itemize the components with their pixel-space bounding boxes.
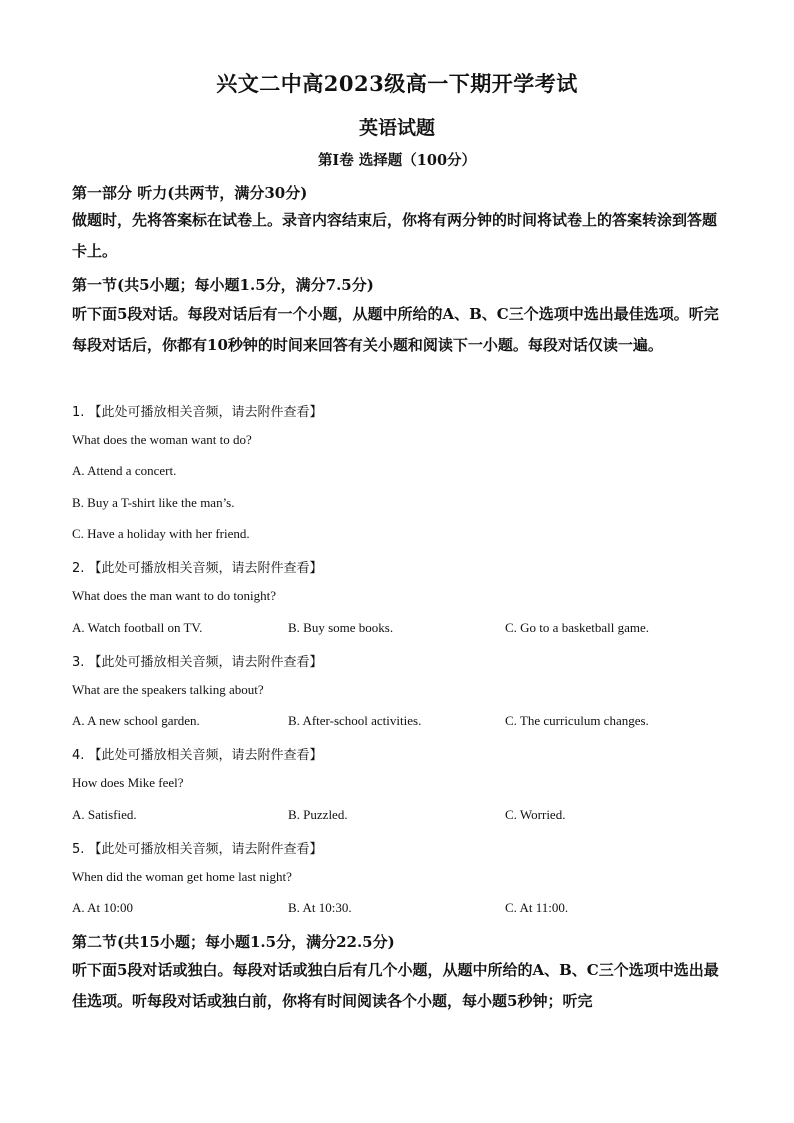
volume-title: 第I卷 选择题（100分） bbox=[317, 152, 477, 169]
q4-stem: How does Mike feel? bbox=[72, 775, 184, 790]
section1-heading: 第一节(共5小题；每小题1.5分，满分7.5分) bbox=[72, 276, 374, 294]
q3-stem: What are the speakers talking about? bbox=[72, 682, 264, 697]
q1-stem: What does the woman want to do? bbox=[72, 432, 252, 447]
q5-audio[interactable]: 5. 【此处可播放相关音频，请去附件查看】 bbox=[72, 842, 323, 857]
section2-heading: 第二节(共15小题；每小题1.5分，满分22.5分) bbox=[72, 933, 395, 951]
q3-audio[interactable]: 3. 【此处可播放相关音频，请去附件查看】 bbox=[72, 655, 323, 670]
exam-title: 兴文二中高2023级高一下期开学考试 bbox=[216, 71, 578, 96]
q2-option-a: A. Watch football on TV. bbox=[72, 620, 203, 635]
q1-option-a: A. Attend a concert. bbox=[72, 463, 177, 478]
subject-title: 英语试题 bbox=[358, 117, 435, 139]
q1-audio[interactable]: 1. 【此处可播放相关音频，请去附件查看】 bbox=[72, 405, 323, 420]
q2-audio[interactable]: 2. 【此处可播放相关音频，请去附件查看】 bbox=[72, 561, 323, 576]
q4-option-c: C. Worried. bbox=[505, 807, 566, 822]
q4-option-b: B. Puzzled. bbox=[288, 807, 348, 822]
part1-instruction: 做题时，先将答案标在试卷上。录音内容结束后，你将有两分钟的时间将试卷上的答案转涂到答题卡上。 bbox=[72, 211, 718, 260]
q4-audio[interactable]: 4. 【此处可播放相关音频，请去附件查看】 bbox=[72, 748, 323, 763]
q3-option-a: A. A new school garden. bbox=[72, 713, 200, 728]
q3-option-c: C. The curriculum changes. bbox=[505, 713, 649, 728]
q5-option-c: C. At 11:00. bbox=[505, 900, 569, 915]
q5-stem: When did the woman get home last night? bbox=[72, 869, 292, 884]
q2-option-b: B. Buy some books. bbox=[288, 620, 394, 635]
q3-option-b: B. After-school activities. bbox=[288, 713, 422, 728]
q4-option-a: A. Satisfied. bbox=[72, 807, 137, 822]
q5-option-b: B. At 10:30. bbox=[288, 900, 352, 915]
section2-instruction: 听下面5段对话或独白。每段对话或独白后有几个小题，从题中所给的A、B、C三个选项中选出最佳选项。听每段对话或独白前，你将有时间阅读各个小题，每小题5秒钟；听完 bbox=[72, 961, 719, 1010]
q2-stem: What does the man want to do tonight? bbox=[72, 588, 276, 603]
q1-option-c: C. Have a holiday with her friend. bbox=[72, 526, 250, 541]
q1-option-b: B. Buy a T-shirt like the man’s. bbox=[72, 495, 235, 510]
q5-option-a: A. At 10:00 bbox=[72, 900, 134, 915]
q2-option-c: C. Go to a basketball game. bbox=[505, 620, 650, 635]
section1-instruction: 听下面5段对话。每段对话后有一个小题，从题中所给的A、B、C三个选项中选出最佳选项。听完每段对话后，你都有10秒钟的时间来回答有关小题和阅读下一小题。每段对话仅读一遍。 bbox=[72, 305, 719, 354]
part1-heading: 第一部分 听力(共两节，满分30分) bbox=[72, 184, 308, 202]
